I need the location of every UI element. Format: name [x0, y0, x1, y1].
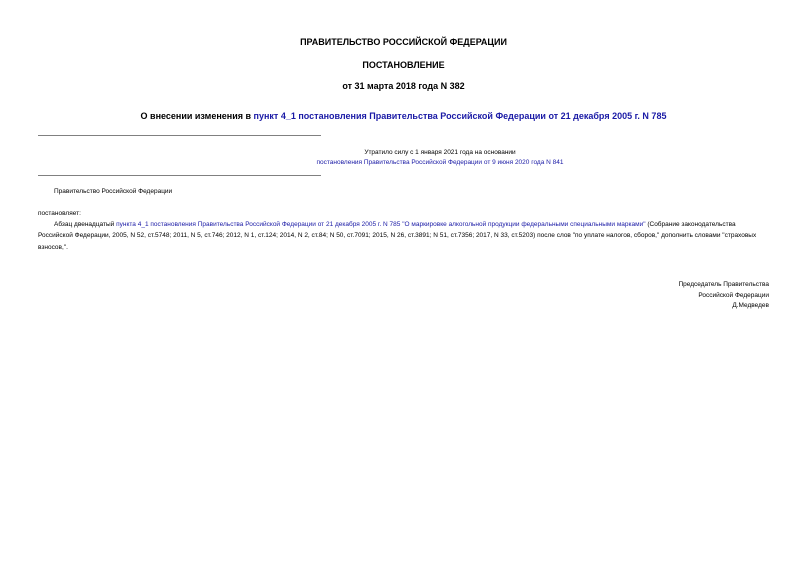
document-title	[0, 111, 807, 121]
divider-bottom	[38, 175, 321, 176]
para-link[interactable]: пункта 4_1 постановления Правительства Российской Федерации от 21 декабря 2005 г. N 785 "О маркировке алкогольной продукции федеральными специальными марками"	[116, 221, 646, 228]
government-label: Правительство Российской Федерации	[54, 188, 173, 195]
divider-top	[38, 135, 321, 136]
resolves-label: постановляет:	[38, 210, 81, 217]
para-prefix: Абзац двенадцатый	[54, 221, 117, 228]
signature-name: Д.Медведев	[732, 302, 769, 309]
status-link[interactable]: постановления Правительства Российской Федерации от 9 июня 2020 года N 841	[316, 159, 564, 166]
date-number-heading: от 31 марта 2018 года N 382	[342, 81, 465, 91]
signature-title: Председатель Правительства	[678, 281, 769, 288]
status-note: Утратило силу с 1 января 2021 года на основании	[364, 149, 516, 156]
para-suffix: (Собрание законодательства Российской Федерации, 2005, N 52, ст.5748; 2011, N 5, ст.746; 2012, N 1, ст.124; 2014, N 2, ст.84; N 50, ст.7091; 2015, N 26, ст.3891; N 51, ст.7356; 2017, N 33, ст.5203) после слов "по уплате налогов, сборов," дополнить словами "страховых взносов,".	[38, 221, 757, 251]
body-paragraph	[38, 219, 768, 253]
authority-heading: ПРАВИТЕЛЬСТВО РОССИЙСКОЙ ФЕДЕРАЦИИ	[300, 37, 507, 47]
document-type-heading: ПОСТАНОВЛЕНИЕ	[362, 60, 445, 70]
signature-org: Российской Федерации	[698, 292, 769, 299]
title-link[interactable]: пункт 4_1 постановления Правительства Российской Федерации от 21 декабря 2005 г. N 785	[253, 111, 667, 121]
title-prefix: О внесении изменения в	[140, 111, 254, 121]
